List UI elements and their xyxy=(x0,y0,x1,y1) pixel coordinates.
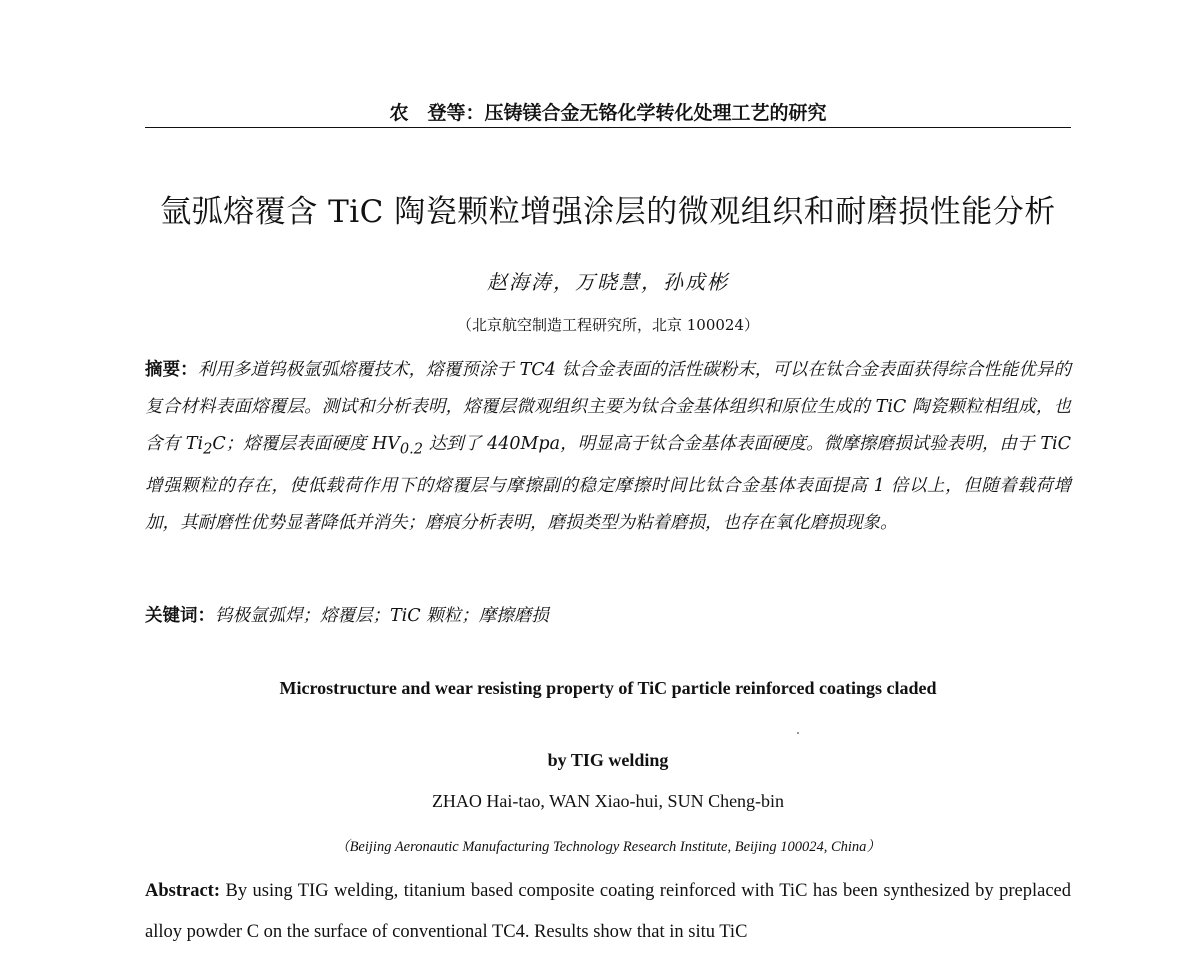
english-title-line-2: by TIG welding xyxy=(547,750,669,770)
chinese-keywords xyxy=(145,602,1071,627)
chinese-abstract-text-1: 利用多道钨极氩弧熔覆技术，熔覆预涂于 TC4 钛合金表面的活性碳粉末，可以在钛合金表面获得综合性能优异的复合材料表面熔覆层。测试和分析表明，熔覆层微观组织主要为钛合金基体组织和原位生成的 TiC 陶瓷颗粒相组成，也含有 Ti xyxy=(145,360,1071,454)
chinese-title: 氩弧熔覆含 TiC 陶瓷颗粒增强涂层的微观组织和耐磨损性能分析 xyxy=(160,194,1056,230)
chinese-keywords-text: 钨极氩弧焊；熔覆层；TiC 颗粒；摩擦磨损 xyxy=(215,606,549,626)
running-header: 农 登等：压铸镁合金无铬化学转化处理工艺的研究 xyxy=(389,102,827,124)
chinese-affiliation: （北京航空制造工程研究所，北京 100024） xyxy=(456,316,760,334)
english-abstract xyxy=(145,871,1071,953)
chinese-abstract-subscript-2: 0.2 xyxy=(399,440,424,458)
chinese-keywords-label: 关键词： xyxy=(145,606,215,626)
header-rule xyxy=(145,127,1071,128)
english-abstract-text: By using TIG welding, titanium based composite coating reinforced with TiC has been synthesized by preplaced alloy powder C on the surface of conventional TC4. Results show that in situ TiC xyxy=(145,881,1071,942)
chinese-abstract xyxy=(145,352,1071,542)
chinese-authors: 赵海涛，万晓慧，孙成彬 xyxy=(487,270,729,294)
chinese-abstract-label: 摘要： xyxy=(145,360,198,380)
chinese-abstract-text-2: C；熔覆层表面硬度 HV xyxy=(212,434,400,454)
english-abstract-label: Abstract: xyxy=(145,881,221,901)
chinese-abstract-subscript-1: 2 xyxy=(203,440,213,458)
english-authors: ZHAO Hai-tao, WAN Xiao-hui, SUN Cheng-bin xyxy=(431,791,785,811)
english-affiliation: （Beijing Aeronautic Manufacturing Technology Research Institute, Beijing 100024, China） xyxy=(335,839,881,855)
english-title-line-1: Microstructure and wear resisting property of TiC particle reinforced coatings claded xyxy=(279,678,937,698)
chinese-abstract-text-3: 达到了 440Mpa，明显高于钛合金基体表面硬度。微摩擦磨损试验表明，由于 TiC 增强颗粒的存在，使低载荷作用下的熔覆层与摩擦副的稳定摩擦时间比钛合金基体表面提高 1 倍以上，但随着载荷增加，其耐磨性优势显著降低并消失；磨痕分析表明，磨损类型为粘着磨损，也存在氧化磨损现象。 xyxy=(145,434,1071,533)
scan-dot xyxy=(797,732,799,734)
